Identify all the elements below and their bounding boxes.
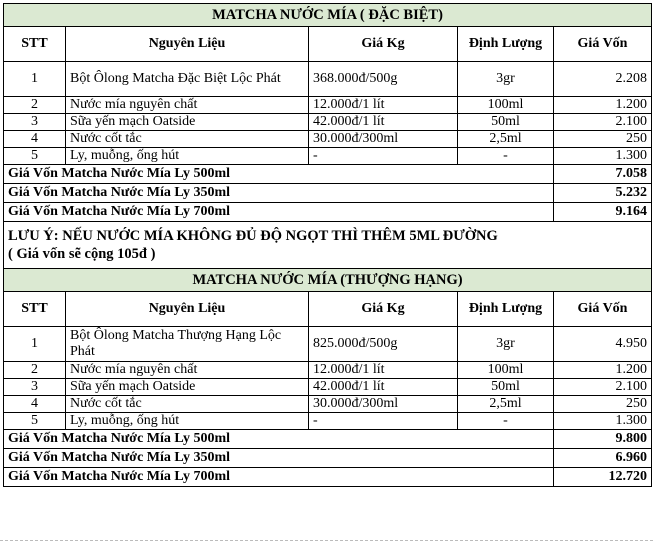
total-label[interactable]: Giá Vốn Matcha Nước Mía Ly 500ml (4, 165, 554, 184)
table-row (4, 362, 652, 379)
cell-amount[interactable]: 100ml (458, 97, 554, 114)
cell-amount[interactable]: - (458, 148, 554, 165)
cell-price[interactable]: - (309, 413, 458, 430)
cell-cost[interactable]: 2.100 (554, 379, 652, 396)
cell-ingredient[interactable]: Bột Ôlong Matcha Đặc Biệt Lộc Phát (66, 62, 309, 97)
header-amount: Định Lượng (458, 27, 554, 62)
total-row (4, 430, 652, 449)
header-stt: STT (4, 27, 66, 62)
cell-cost[interactable]: 250 (554, 131, 652, 148)
cell-amount[interactable]: 3gr (458, 327, 554, 362)
cell-amount[interactable]: 50ml (458, 379, 554, 396)
section-title-row (4, 269, 652, 292)
cell-stt[interactable]: 5 (4, 413, 66, 430)
section-title: MATCHA NƯỚC MÍA ( ĐẶC BIỆT) (4, 4, 652, 27)
table-row (4, 148, 652, 165)
total-row (4, 468, 652, 487)
cell-stt[interactable]: 3 (4, 379, 66, 396)
cell-ingredient[interactable]: Nước mía nguyên chất (66, 97, 309, 114)
cell-stt[interactable]: 1 (4, 327, 66, 362)
table-row (4, 114, 652, 131)
cell-stt[interactable]: 4 (4, 396, 66, 413)
table-row (4, 413, 652, 430)
cell-ingredient[interactable]: Ly, muỗng, ống hút (66, 413, 309, 430)
total-value[interactable]: 12.720 (554, 468, 652, 487)
cell-cost[interactable]: 4.950 (554, 327, 652, 362)
cell-ingredient[interactable]: Sữa yến mạch Oatside (66, 379, 309, 396)
cell-price[interactable]: 368.000đ/500g (309, 62, 458, 97)
header-cost: Giá Vốn (554, 292, 652, 327)
cell-price[interactable]: 42.000đ/1 lít (309, 379, 458, 396)
header-price: Giá Kg (309, 292, 458, 327)
cell-cost[interactable]: 1.200 (554, 97, 652, 114)
cell-amount[interactable]: 3gr (458, 62, 554, 97)
cell-ingredient[interactable]: Sữa yến mạch Oatside (66, 114, 309, 131)
total-label[interactable]: Giá Vốn Matcha Nước Mía Ly 700ml (4, 468, 554, 487)
table-row (4, 379, 652, 396)
total-value[interactable]: 6.960 (554, 449, 652, 468)
spreadsheet (3, 3, 651, 487)
cell-price[interactable]: 30.000đ/300ml (309, 396, 458, 413)
table-row (4, 131, 652, 148)
table-row (4, 327, 652, 362)
note-row (4, 222, 652, 269)
cell-cost[interactable]: 1.300 (554, 148, 652, 165)
table-row (4, 97, 652, 114)
cell-cost[interactable]: 2.100 (554, 114, 652, 131)
header-row (4, 27, 652, 62)
cell-ingredient[interactable]: Nước mía nguyên chất (66, 362, 309, 379)
cell-amount[interactable]: 2,5ml (458, 131, 554, 148)
cell-stt[interactable]: 1 (4, 62, 66, 97)
cell-amount[interactable]: 50ml (458, 114, 554, 131)
total-row (4, 203, 652, 222)
table-row (4, 396, 652, 413)
section-title-row (4, 4, 652, 27)
cell-amount[interactable]: 2,5ml (458, 396, 554, 413)
total-label[interactable]: Giá Vốn Matcha Nước Mía Ly 500ml (4, 430, 554, 449)
total-label[interactable]: Giá Vốn Matcha Nước Mía Ly 350ml (4, 449, 554, 468)
header-ingredient: Nguyên Liệu (66, 27, 309, 62)
cell-price[interactable]: 30.000đ/300ml (309, 131, 458, 148)
cell-ingredient[interactable]: Nước cốt tắc (66, 131, 309, 148)
cell-price[interactable]: 12.000đ/1 lít (309, 97, 458, 114)
cell-stt[interactable]: 4 (4, 131, 66, 148)
total-label[interactable]: Giá Vốn Matcha Nước Mía Ly 700ml (4, 203, 554, 222)
total-label[interactable]: Giá Vốn Matcha Nước Mía Ly 350ml (4, 184, 554, 203)
cell-cost[interactable]: 250 (554, 396, 652, 413)
total-row (4, 184, 652, 203)
total-value[interactable]: 9.164 (554, 203, 652, 222)
cell-ingredient[interactable]: Nước cốt tắc (66, 396, 309, 413)
cell-stt[interactable]: 2 (4, 362, 66, 379)
cell-ingredient[interactable]: Bột Ôlong Matcha Thượng Hạng Lộc Phát (66, 327, 309, 362)
header-row (4, 292, 652, 327)
cell-price[interactable]: - (309, 148, 458, 165)
header-price: Giá Kg (309, 27, 458, 62)
cell-cost[interactable]: 1.300 (554, 413, 652, 430)
section-title: MATCHA NƯỚC MÍA (THƯỢNG HẠNG) (4, 269, 652, 292)
note-line-1: LƯU Ý: NẾU NƯỚC MÍA KHÔNG ĐỦ ĐỘ NGỌT THÌ THÊM 5ML ĐƯỜNG (8, 228, 498, 244)
cell-price[interactable]: 12.000đ/1 lít (309, 362, 458, 379)
sheet-bottom-edge (0, 540, 653, 546)
cell-price[interactable]: 825.000đ/500g (309, 327, 458, 362)
total-value[interactable]: 5.232 (554, 184, 652, 203)
header-ingredient: Nguyên Liệu (66, 292, 309, 327)
cell-stt[interactable]: 2 (4, 97, 66, 114)
cell-cost[interactable]: 1.200 (554, 362, 652, 379)
cell-stt[interactable]: 5 (4, 148, 66, 165)
header-amount: Định Lượng (458, 292, 554, 327)
header-stt: STT (4, 292, 66, 327)
cell-stt[interactable]: 3 (4, 114, 66, 131)
table-row (4, 62, 652, 97)
total-row (4, 165, 652, 184)
cell-amount[interactable]: 100ml (458, 362, 554, 379)
note-line-2: ( Giá vốn sẽ cộng 105đ ) (8, 246, 156, 262)
cell-price[interactable]: 42.000đ/1 lít (309, 114, 458, 131)
note-cell[interactable] (4, 222, 652, 269)
cell-ingredient[interactable]: Ly, muỗng, ống hút (66, 148, 309, 165)
total-value[interactable]: 7.058 (554, 165, 652, 184)
cost-table (3, 3, 652, 487)
cell-amount[interactable]: - (458, 413, 554, 430)
total-value[interactable]: 9.800 (554, 430, 652, 449)
cell-cost[interactable]: 2.208 (554, 62, 652, 97)
total-row (4, 449, 652, 468)
header-cost: Giá Vốn (554, 27, 652, 62)
